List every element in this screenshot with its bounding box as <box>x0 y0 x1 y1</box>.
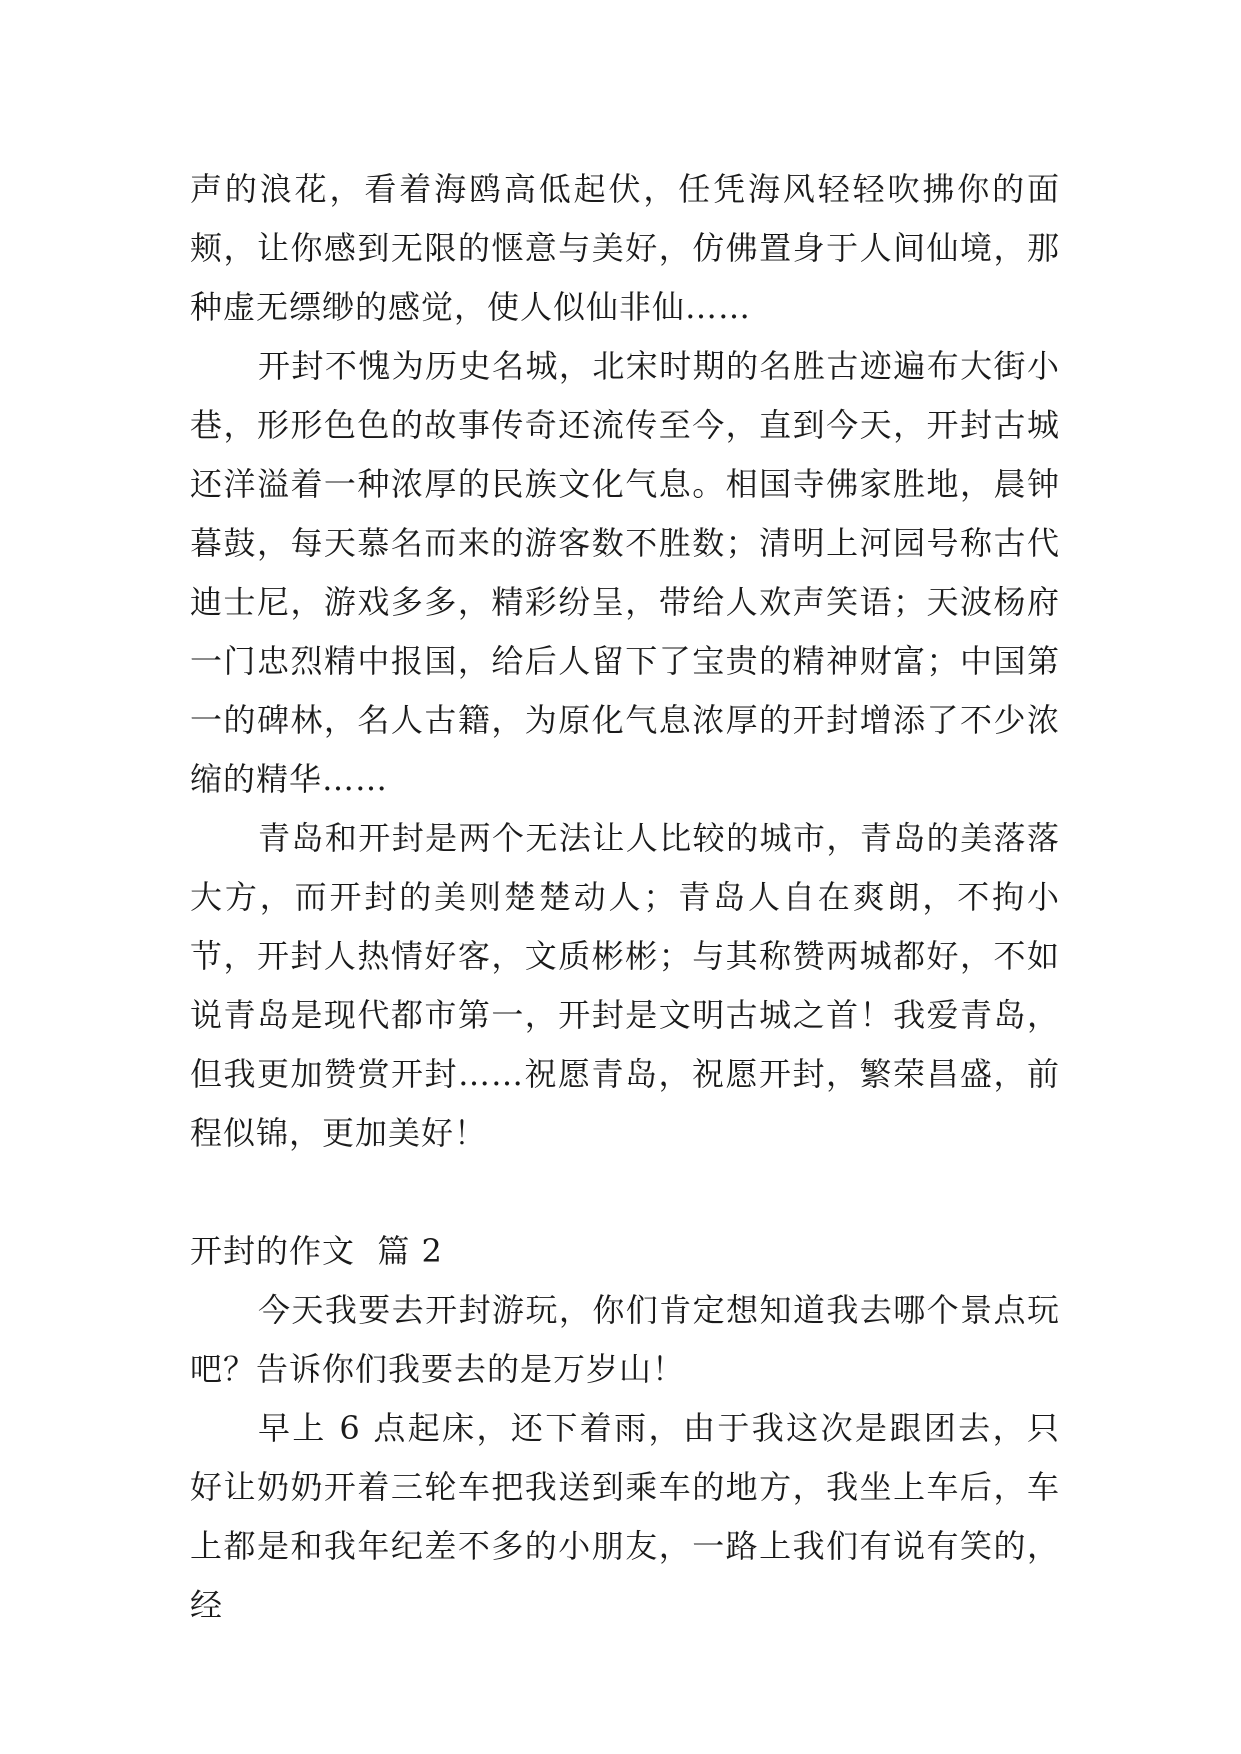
section-title: 开封的作文 篇 2 <box>190 1232 443 1270</box>
paragraph-comparison: 青岛和开封是两个无法让人比较的城市，青岛的美落落大方，而开封的美则楚楚动人；青岛人自在爽朗，不拘小节，开封人热情好客，文质彬彬；与其称赞两城都好，不如说青岛是现代都市第一，开封是文明古城之首！我爱青岛，但我更加赞赏开封……祝愿青岛，祝愿开封，繁荣昌盛，前程似锦，更加美好！ <box>190 819 1060 1152</box>
paragraph-trip-intro: 今天我要去开封游玩，你们肯定想知道我去哪个景点玩吧？告诉你们我要去的是万岁山！ <box>190 1291 1060 1388</box>
paragraph-kaifeng-history: 开封不愧为历史名城，北宋时期的名胜古迹遍布大街小巷，形形色色的故事传奇还流传至今，直到今天，开封古城还洋溢着一种浓厚的民族文化气息。相国寺佛家胜地，晨钟暮鼓，每天慕名而来的游客数不胜数；清明上河园号称古代迪士尼，游戏多多，精彩纷呈，带给人欢声笑语；天波杨府一门忠烈精中报国，给后人留下了宝贵的精神财富；中国第一的碑林，名人古籍，为原化气息浓厚的开封增添了不少浓缩的精华…… <box>190 347 1060 798</box>
paragraph-continued: 声的浪花，看着海鸥高低起伏，任凭海风轻轻吹拂你的面颊，让你感到无限的惬意与美好，仿佛置身于人间仙境，那种虚无缥缈的感觉，使人似仙非仙…… <box>190 170 1060 326</box>
document-body <box>190 160 1060 1635</box>
paragraph-morning: 早上 6 点起床，还下着雨，由于我这次是跟团去，只好让奶奶开着三轮车把我送到乘车的地方，我坐上车后，车上都是和我年纪差不多的小朋友，一路上我们有说有笑的，经 <box>190 1409 1060 1624</box>
